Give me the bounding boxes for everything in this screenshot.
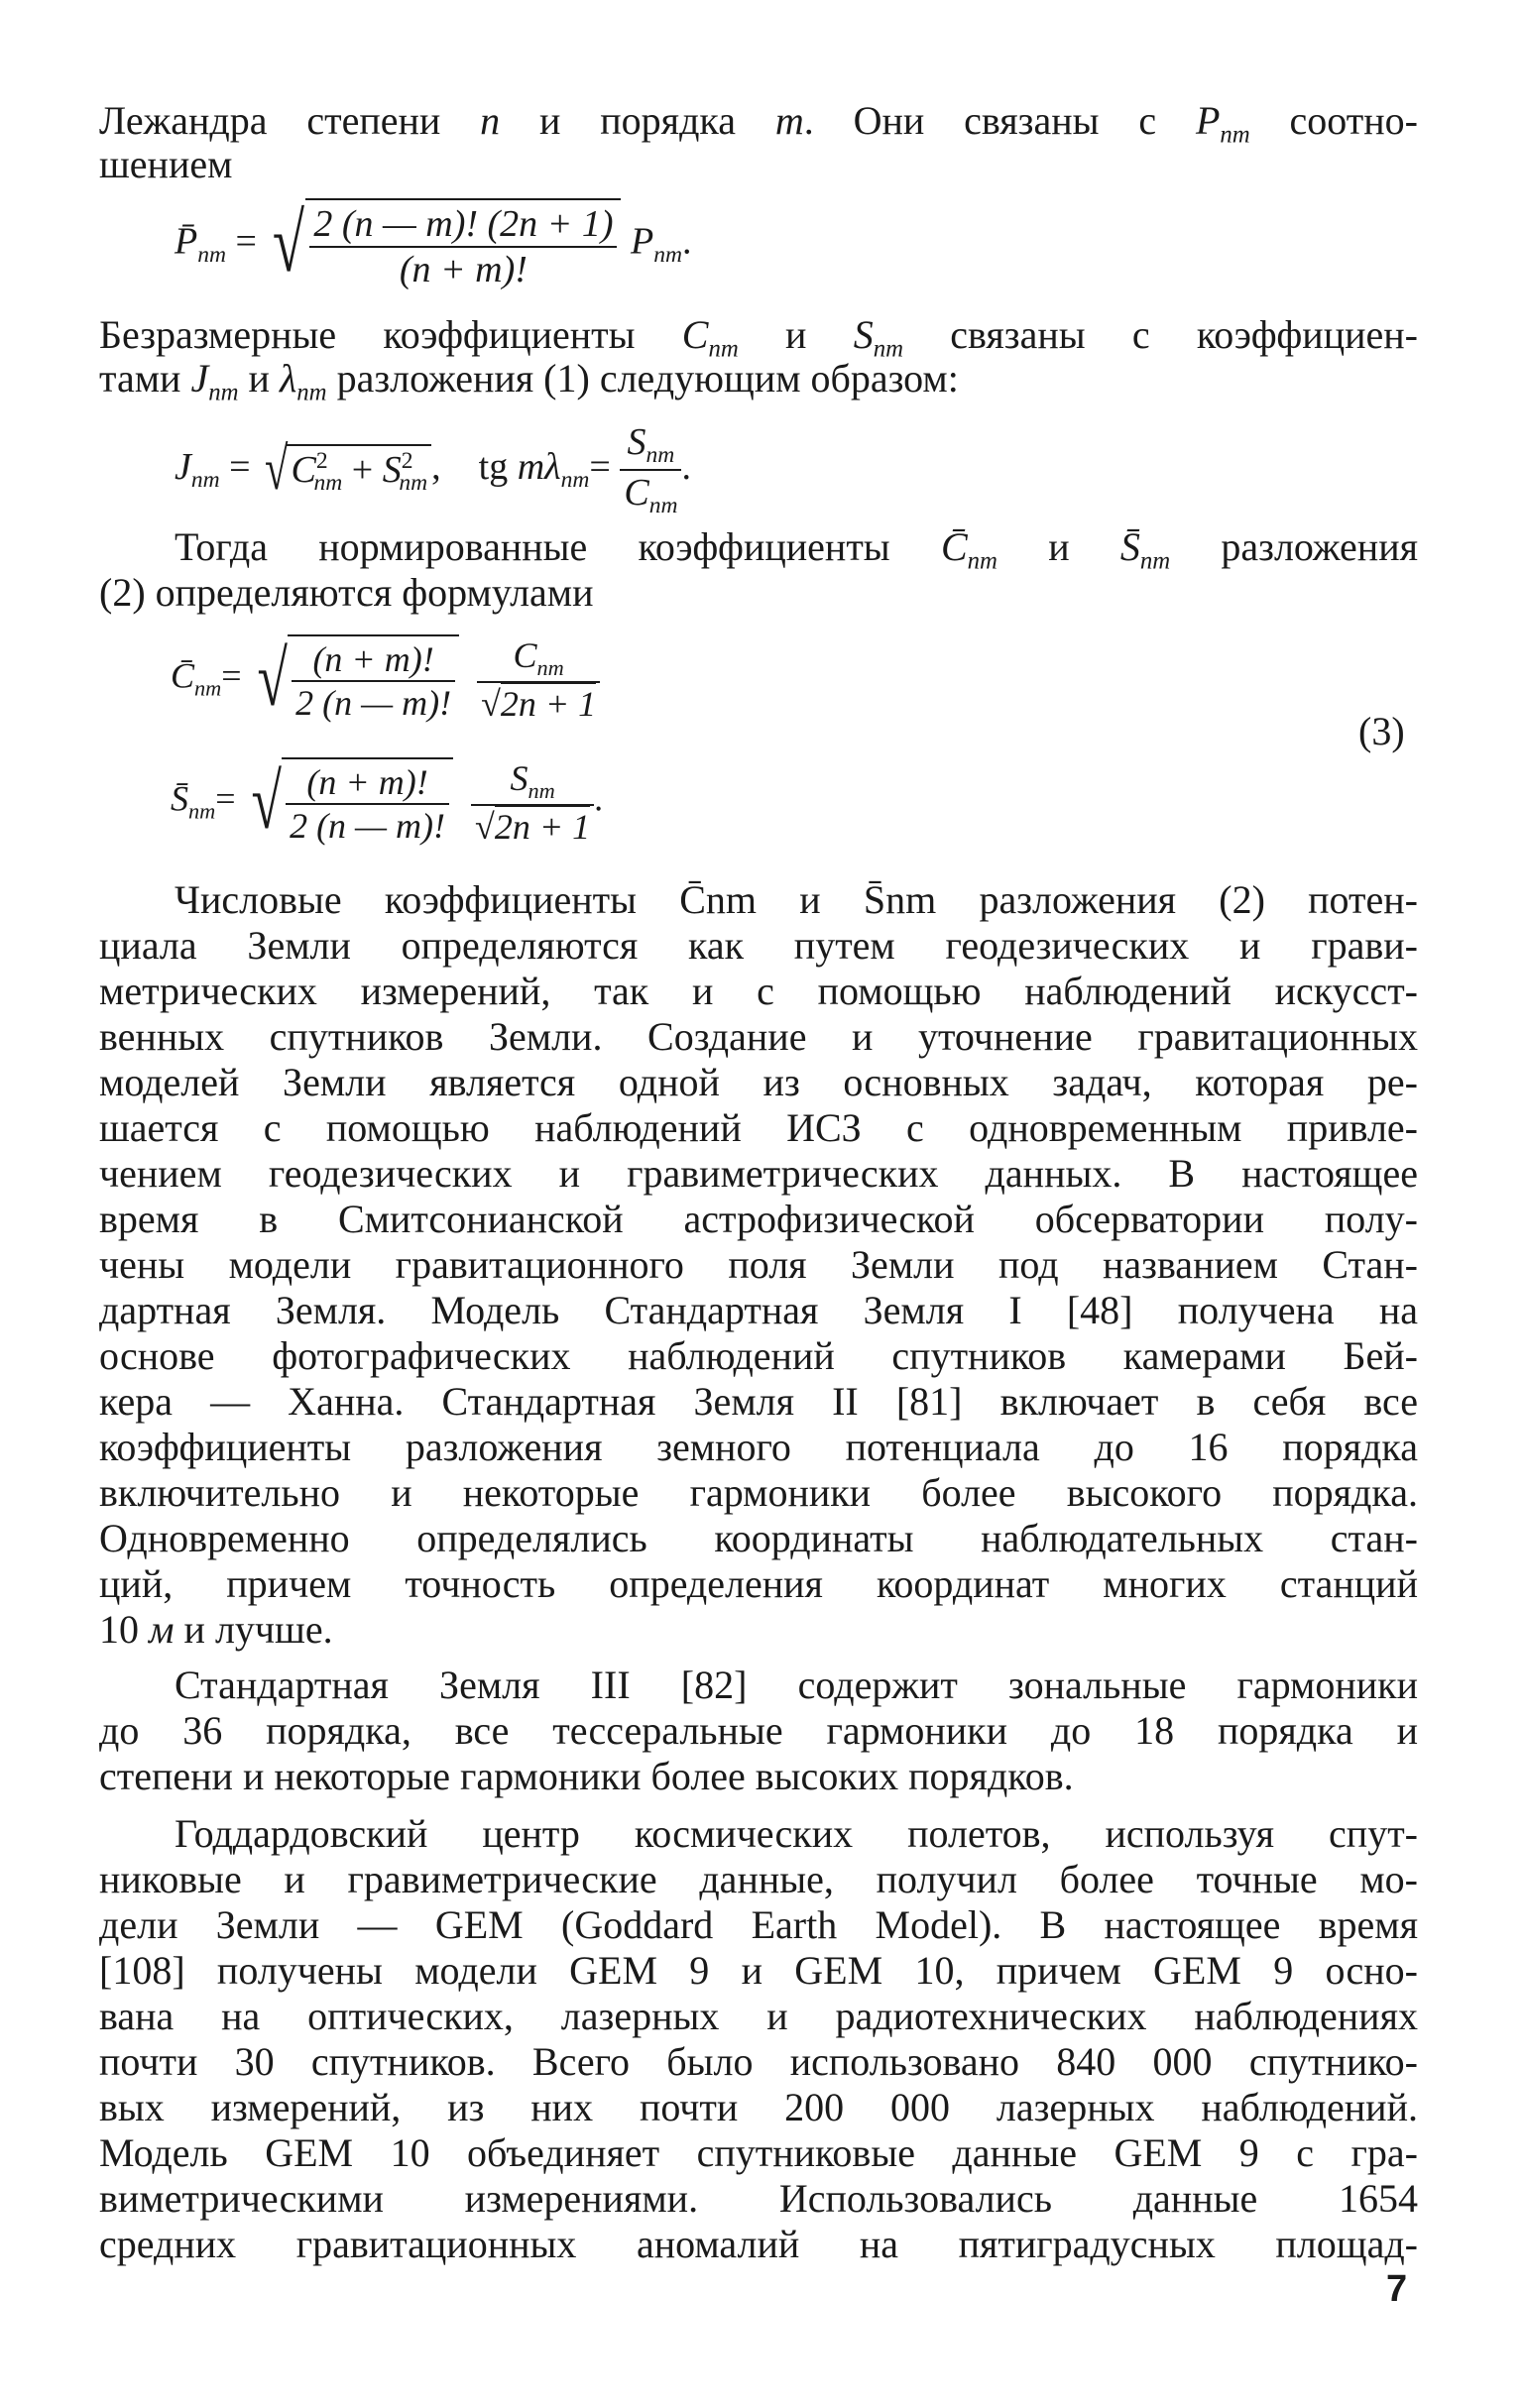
fraction: $\frac{(n + m)!}{2 (n — m)!}$ bbox=[292, 638, 455, 724]
text-line: коэффициенты разложения земного потенциала до 16 порядка bbox=[99, 1425, 1418, 1469]
text-line: венных спутников Земли. Создание и уточнение гравитационных bbox=[99, 1014, 1418, 1059]
text-line: Одновременно определялись координаты наблюдательных стан- bbox=[99, 1516, 1418, 1560]
text-line: средних гравитационных аномалий на пятиградусных площад- bbox=[99, 2222, 1418, 2266]
text-line: Лежандра степени n и порядка m. Они связаны с $P_{nm}$ соотно- bbox=[99, 98, 1418, 149]
text-line: вых измерений, из них почти 200 000 лазерных наблюдений. bbox=[99, 2085, 1418, 2129]
text-line: Годдардовский центр космических полетов, используя спут- bbox=[175, 1811, 1418, 1856]
sqrt-symbol: √ $\frac{(n + m)!}{2 (n — m)!}$ bbox=[251, 634, 459, 724]
text-line: Безразмерные коэффициенты $C_{nm}$ и $S_{nm}$ связаны с коэффициен- bbox=[99, 312, 1419, 363]
formula-pnm-normalized: $P̄_{nm}$ = √ $\frac{2 (n — m)! (2n + 1)}{(n + m)!}$ $P_{nm}$. bbox=[175, 198, 692, 290]
text-line: виметрическими измерениями. Использовались данные 1654 bbox=[99, 2176, 1418, 2221]
text-line: основе фотографических наблюдений спутников камерами Бей- bbox=[99, 1333, 1418, 1378]
text-line: Числовые коэффициенты C̄nm и S̄nm разложения (2) потен- bbox=[175, 877, 1418, 922]
sqrt-symbol: $√C^2_{nm} + S^2_{nm}$ bbox=[260, 440, 431, 501]
text-line: 10 м и лучше. bbox=[99, 1607, 333, 1652]
text-line: почти 30 спутников. Всего было использовано 840 000 спутнико- bbox=[99, 2039, 1418, 2084]
text-line: чены модели гравитационного поля Земли под названием Стан- bbox=[99, 1242, 1418, 1287]
text-line: чением геодезических и гравиметрических данных. В настоящее bbox=[99, 1151, 1418, 1196]
text-line: включительно и некоторые гармоники более высокого порядка. bbox=[99, 1470, 1418, 1515]
text-line: (2) определяются формулами bbox=[99, 570, 594, 615]
fraction: $\frac{C_{nm}}{√2n + 1}$ bbox=[477, 634, 600, 725]
text-line: никовые и гравиметрические данные, получил более точные мо- bbox=[99, 1857, 1418, 1901]
fraction: $\frac{S_{nm}}{C_{nm}}$ bbox=[620, 420, 681, 519]
fraction: $\frac{(n + m)!}{2 (n — m)!}$ bbox=[286, 761, 449, 847]
text-line: степени и некоторые гармоники более высоких порядков. bbox=[99, 1754, 1074, 1798]
text-line: [108] получены модели GEM 9 и GEM 10, причем GEM 9 осно- bbox=[99, 1948, 1418, 1993]
text-line: кера — Ханна. Стандартная Земля II [81] включает в себя все bbox=[99, 1379, 1418, 1424]
text-line: время в Смитсонианской астрофизической обсерватории полу- bbox=[99, 1197, 1418, 1241]
formula-cnm-normalized: $C̄_{nm}=$ √ $\frac{(n + m)!}{2 (n — m)!}$ $\frac{C_{nm}}{√2n + 1}$ bbox=[171, 634, 600, 725]
sqrt-symbol: √ $\frac{2 (n — m)! (2n + 1)}{(n + m)!}$ bbox=[266, 198, 621, 291]
text-line: Тогда нормированные коэффициенты $C̄_{nm}$ и $S̄_{nm}$ разложения bbox=[175, 524, 1418, 575]
text-line: шается с помощью наблюдений ИСЗ с одновременным привле- bbox=[99, 1105, 1418, 1150]
text-line: моделей Земли является одной из основных задач, которая ре- bbox=[99, 1060, 1418, 1104]
text-line: тами $J_{nm}$ и $\lambda_{nm}$ разложения (1) следующим образом: bbox=[99, 356, 959, 406]
text-line: дели Земли — GEM (Goddard Earth Model). В настоящее время bbox=[99, 1902, 1418, 1947]
fraction: $\frac{2 (n — m)! (2n + 1)}{(n + m)!}$ bbox=[309, 202, 617, 291]
text-line: до 36 порядка, все тессеральные гармоники до 18 порядка и bbox=[99, 1708, 1418, 1753]
formula-snm-normalized: $S̄_{nm}=$ √ $\frac{(n + m)!}{2 (n — m)!}$ $\frac{S_{nm}}{√2n + 1}$ . bbox=[171, 757, 604, 847]
text-line: вана на оптических, лазерных и радиотехнических наблюдениях bbox=[99, 1994, 1418, 2038]
text-line: метрических измерений, так и с помощью наблюдений искусст- bbox=[99, 969, 1418, 1013]
text-line: циала Земли определяются как путем геодезических и грави- bbox=[99, 923, 1418, 968]
formula-jnm-tg: $J_{nm} = √C^2_{nm} + S^2_{nm}$ , tg $m\lambda_{nm}=$ $\frac{S_{nm}}{C_{nm}}$ . bbox=[175, 421, 691, 519]
text-line: шением bbox=[99, 142, 233, 186]
equation-number: (3) bbox=[1358, 709, 1405, 753]
text-line: дартная Земля. Модель Стандартная Земля I [48] получена на bbox=[99, 1288, 1418, 1332]
text-line: ций, причем точность определения координат многих станций bbox=[99, 1561, 1418, 1606]
text-line: Стандартная Земля III [82] содержит зональные гармоники bbox=[175, 1663, 1418, 1707]
fraction: $\frac{S_{nm}}{√2n + 1}$ bbox=[471, 757, 594, 848]
page-number: 7 bbox=[1386, 2268, 1408, 2310]
sqrt-symbol: √ $\frac{(n + m)!}{2 (n — m)!}$ bbox=[245, 757, 453, 847]
text-line: Модель GEM 10 объединяет спутниковые данные GEM 9 с гра- bbox=[99, 2130, 1418, 2175]
